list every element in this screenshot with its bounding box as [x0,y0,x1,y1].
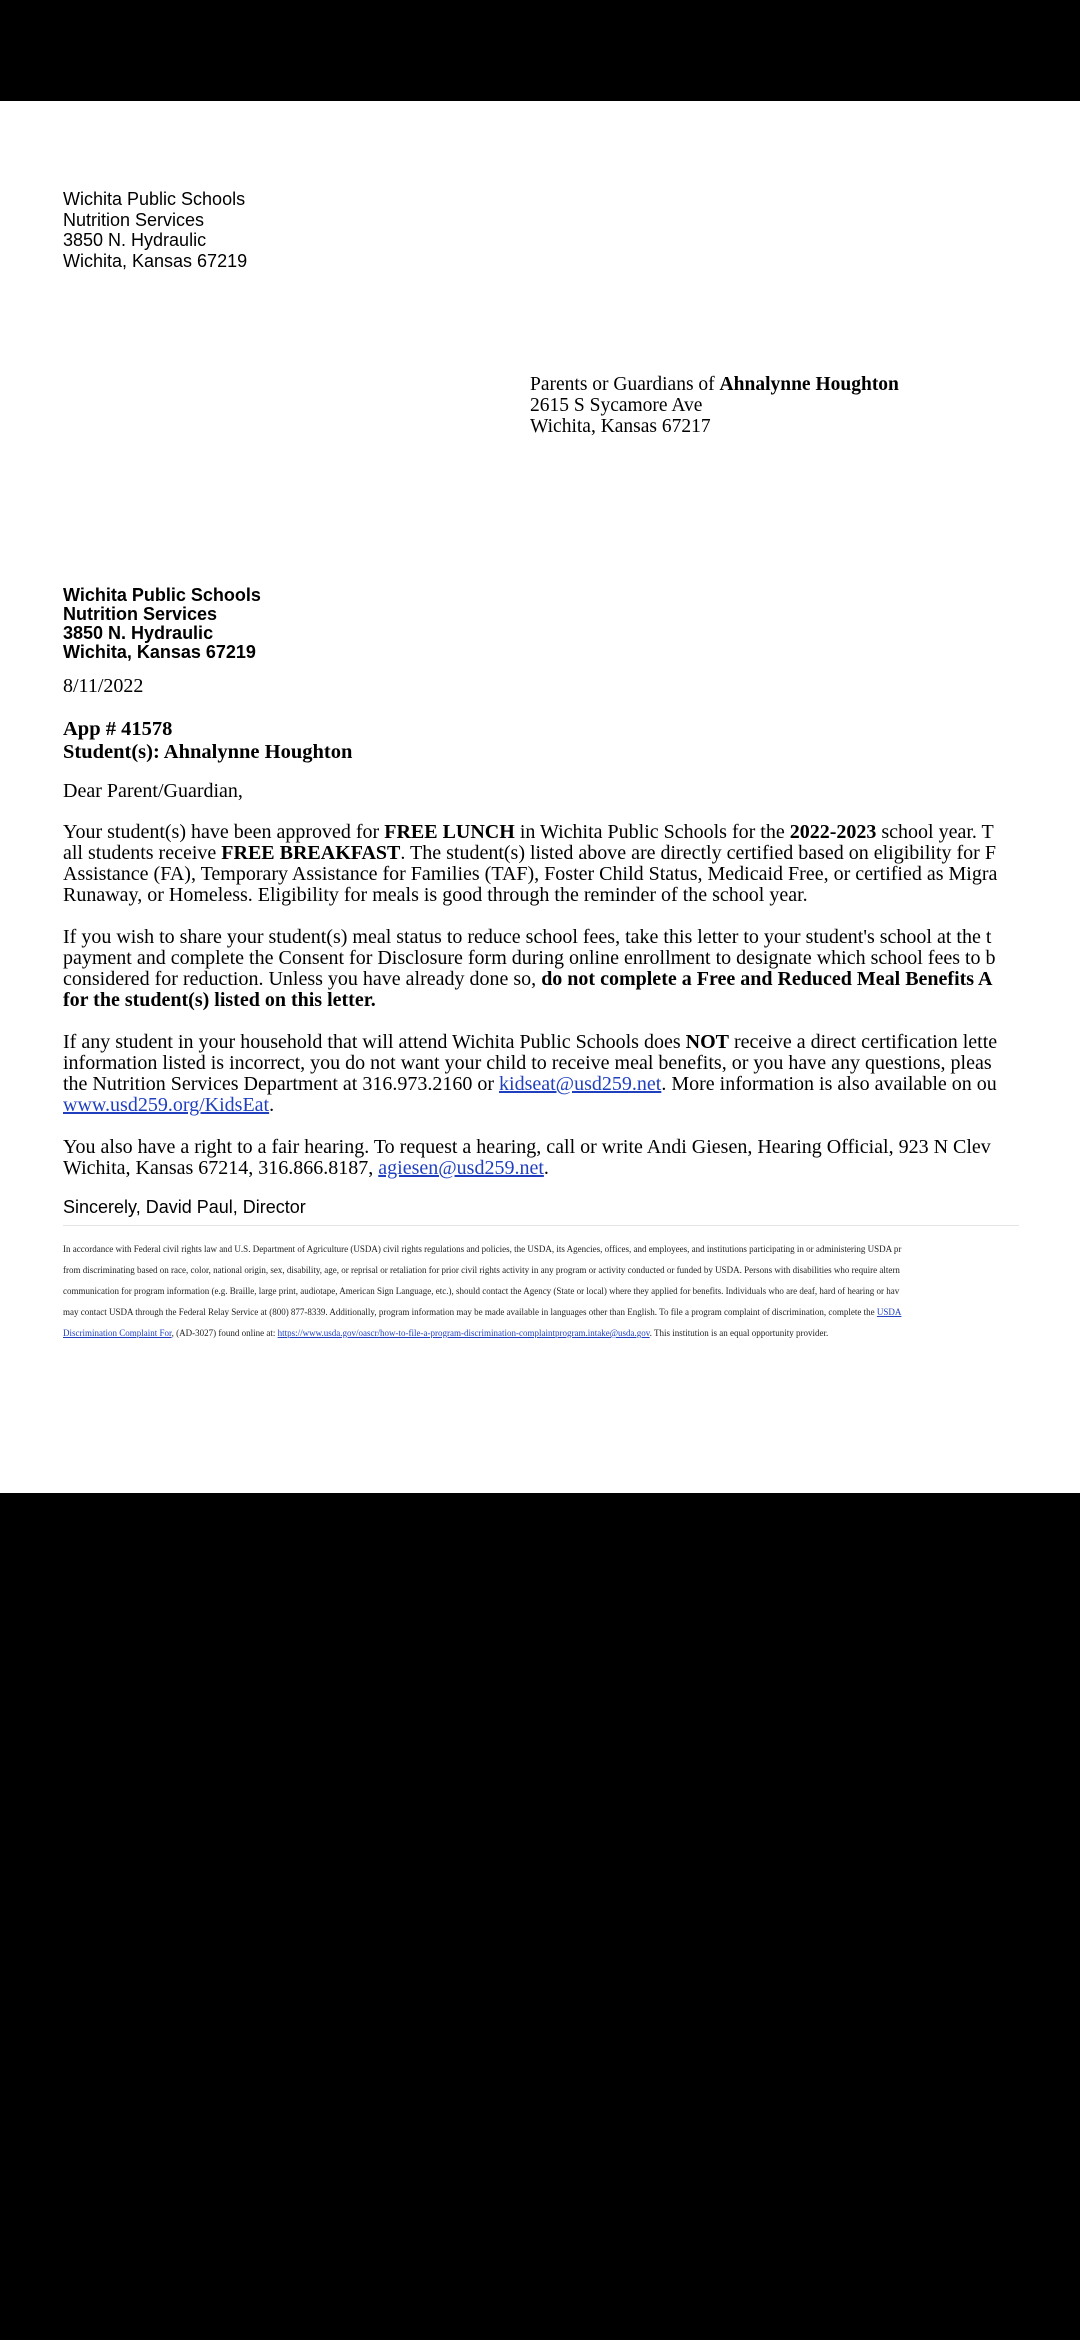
letter-page [0,101,1080,1493]
recipient-street: 2615 S Sycamore Ave [530,395,703,416]
divider [63,1225,1019,1226]
paragraph-line [63,822,997,843]
text-run: , (AD-3027) found online at: [171,1328,278,1338]
text-run: may contact USDA through the Federal Relay Service at (800) 877-8339. Additionally, program information may be made available in languages other than English. To file a program complaint of discrimination, complete the [63,1307,877,1317]
letterhead [63,586,261,662]
footnote-line: from discriminating based on race, color, national origin, sex, disability, age, or reprisal or retaliation for prior civil rights activity in any program or activity conducted or funded by USDA. Persons with disabilities who require altern [63,1265,900,1275]
return-address [63,189,247,271]
footnote-line [63,1302,901,1323]
fee-reduction-paragraph [63,927,996,1011]
paragraph-line [63,1032,997,1053]
text-run: school year. T [876,821,994,843]
contact-paragraph [63,1032,997,1116]
letterhead-line: Wichita Public Schools [63,585,261,605]
paragraph-line: If you wish to share your student(s) meal status to reduce school fees, take this letter to your student's school at the t [63,926,992,948]
paragraph-line: Runaway, or Homeless. Eligibility for meals is good through the reminder of the school year. [63,884,808,906]
student-names: Student(s): Ahnalynne Houghton [63,740,353,763]
usda-form-link[interactable]: USDA [876,1307,902,1317]
approval-paragraph [63,822,997,906]
usda-complaint-url-link[interactable]: https://www.usda.gov/oascr/how-to-file-a-program-discrimination-complaint [277,1328,555,1338]
usda-intake-email-link[interactable]: program.intake@usda.gov [554,1328,650,1338]
footnote-line: In accordance with Federal civil rights law and U.S. Department of Agriculture (USDA) civil rights regulations and policies, the USDA, its Agencies, offices, and employees, and institutions participating in or administering USDA pr [63,1244,902,1254]
school-year: 2022-2023 [789,821,877,843]
return-address-line: 3850 N. Hydraulic [63,230,207,250]
paragraph-line [63,1095,997,1116]
paragraph-line [63,969,996,990]
paragraph-line: You also have a right to a fair hearing. To request a hearing, call or write Andi Giesen, Hearing Official, 923 N Clev [63,1136,991,1158]
return-address-line: Nutrition Services [63,209,205,230]
footnote-line [63,1323,901,1344]
paragraph-line [63,1074,997,1095]
hearing-paragraph [63,1137,991,1179]
recipient-prefix: Parents or Guardians of [530,374,720,395]
paragraph-line [63,843,997,864]
text-run: Your student(s) have been approved for [63,821,385,843]
letter-date: 8/11/2022 [63,675,144,697]
letterhead-line: 3850 N. Hydraulic [63,623,214,643]
text-run: the Nutrition Services Department at 316.973.2160 or [63,1073,500,1095]
text-run: . More information is also available on ou [661,1073,997,1095]
hearing-email-link[interactable]: agiesen@usd259.net [378,1157,544,1179]
paragraph-line: payment and complete the Consent for Disclosure form during online enrollment to designate which school fees to b [63,947,996,969]
free-breakfast-label: FREE BREAKFAST [221,842,401,864]
paragraph-line [63,1158,991,1179]
usda-form-link[interactable]: Discrimination Complaint For [63,1328,172,1338]
text-run: receive a direct certification lette [728,1031,998,1053]
footnote-line: communication for program information (e.g. Braille, large print, audiotape, American Sign Language, etc.), should contact the Agency (State or local) where they applied for benefits. Individuals who are deaf, hard of hearing or hav [63,1286,900,1296]
salutation: Dear Parent/Guardian, [63,780,243,802]
return-address-line: Wichita Public Schools [63,189,246,209]
text-run: If any student in your household that will attend Wichita Public Schools does [63,1031,686,1053]
kidseat-website-link[interactable]: www.usd259.org/KidsEat [63,1094,270,1116]
paragraph-line: Assistance (FA), Temporary Assistance for Families (TAF), Foster Child Status, Medicaid Free, or certified as Migra [63,863,998,885]
paragraph-line: information listed is incorrect, you do not want your child to receive meal benefits, or you have any questions, pleas [63,1052,992,1074]
paragraph-line [63,990,996,1011]
recipient-city: Wichita, Kansas 67217 [530,416,711,437]
text-run: . [543,1157,549,1179]
text-run: . This institution is an equal opportunity provider. [649,1328,829,1338]
bold-warning: do not complete a Free and Reduced Meal Benefits A [541,968,993,990]
not-emphasis: NOT [685,1031,729,1053]
text-run: considered for reduction. Unless you have already done so, [63,968,542,990]
bold-warning: for the student(s) listed on this letter. [63,989,376,1011]
text-run: . The student(s) listed above are directly certified based on eligibility for F [400,842,996,864]
text-run: in Wichita Public Schools for the [514,821,790,843]
letterhead-line: Nutrition Services [63,604,218,624]
letterhead-line: Wichita, Kansas 67219 [63,642,256,662]
kidseat-email-link[interactable]: kidseat@usd259.net [499,1073,662,1095]
closing-signature: Sincerely, David Paul, Director [63,1197,306,1217]
text-run: . [269,1094,275,1116]
recipient-name: Ahnalynne Houghton [719,374,899,395]
return-address-line: Wichita, Kansas 67219 [63,250,248,271]
application-info [63,718,352,763]
recipient-address [530,374,899,437]
app-number: App # 41578 [63,718,173,740]
recipient-name-line [530,374,899,395]
free-lunch-label: FREE LUNCH [384,821,515,843]
nondiscrimination-statement [63,1239,901,1344]
text-run: Wichita, Kansas 67214, 316.866.8187, [63,1157,379,1179]
text-run: all students receive [63,842,222,864]
